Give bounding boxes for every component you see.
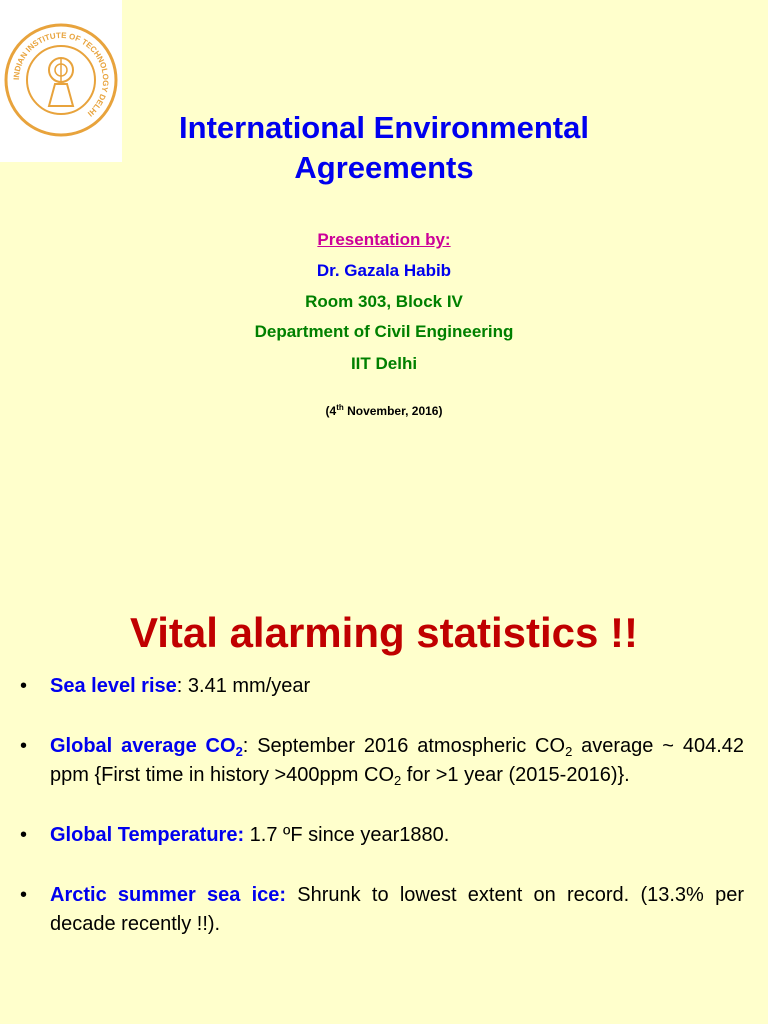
statistics-slide — [0, 580, 768, 1024]
list-item-temperature: • Global Temperature: 1.7 ºF since year1880. — [20, 821, 744, 850]
presentation-date: (4th November, 2016) — [325, 403, 443, 418]
statistics-list — [20, 672, 744, 970]
list-item-co2: • Global average $CO_2$: September 2016 atmospheric $CO_2$ average ~ 404.42 ppm {First time in history >400ppm $CO_2$ for >1 year (2015-2016)}. — [20, 732, 744, 790]
presenter-name: Dr. Gazala Habib — [316, 261, 452, 280]
list-item-sea-ice: • Arctic summer sea ice: Shrunk to lowest extent on record. (13.3% per decade recently !!). — [20, 881, 744, 939]
title-line-2: Agreements — [294, 150, 474, 185]
department-info: Department of Civil Engineering — [254, 322, 514, 341]
institute-info: IIT Delhi — [350, 354, 418, 373]
slide-title — [0, 108, 768, 188]
list-item-sea-level: • Sea level rise: 3.41 mm/year — [20, 672, 744, 701]
slide-heading: Vital alarming statistics !! — [129, 609, 639, 656]
room-info: Room 303, Block IV — [305, 292, 463, 311]
title-line-1: International Environmental — [179, 110, 589, 145]
presentation-label: Presentation by: — [317, 230, 451, 249]
svg-text:INDIAN INSTITUTE OF TECHNOLOGY: INDIAN INSTITUTE OF TECHNOLOGY DELHI — [11, 30, 111, 119]
